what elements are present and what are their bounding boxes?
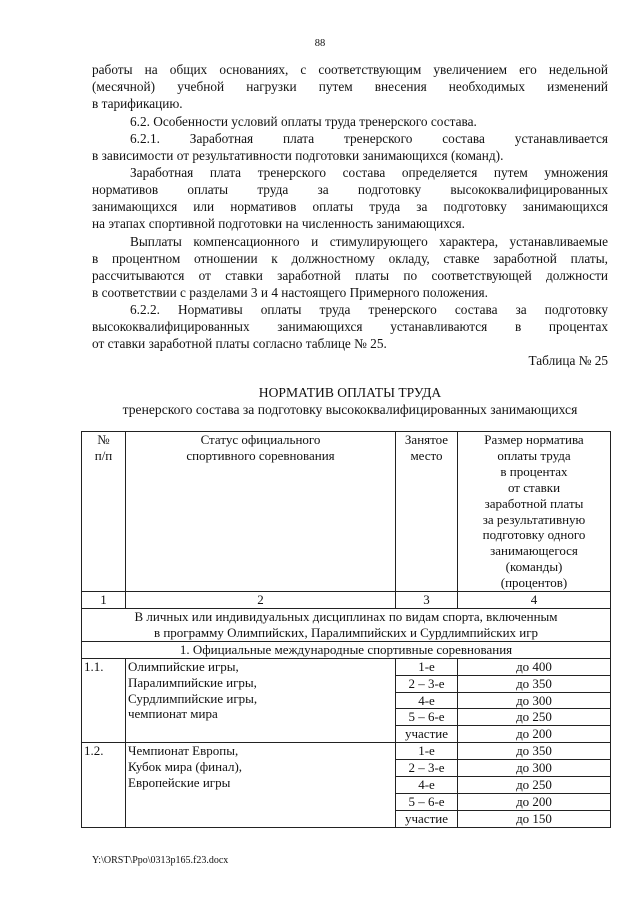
column-number-row	[82, 592, 611, 609]
row-place: 5 – 6-е	[396, 709, 458, 726]
row-num: 1.2.	[82, 743, 126, 828]
header-num: № п/п	[82, 432, 126, 592]
paragraph-line: в зависимости от результативности подготовки занимающихся (команд).	[92, 148, 504, 163]
row-num: 1.1.	[82, 658, 126, 743]
paragraph-line: нормативов оплаты труда за подготовку высококвалифицированных	[92, 182, 608, 197]
paragraph-line: 6.2.2. Нормативы оплаты труда тренерского состава за подготовку	[130, 302, 608, 317]
paragraph-line: высококвалифицированных занимающихся устанавливаются в процентах	[92, 319, 608, 334]
row-place: 4-е	[396, 692, 458, 709]
table-label: Таблица № 25	[528, 353, 608, 368]
paragraph-line: Выплаты компенсационного и стимулирующего характера, устанавливаемые	[130, 234, 608, 249]
paragraph-line: в тарификацию.	[92, 96, 183, 111]
row-value: до 250	[458, 709, 611, 726]
table-row	[82, 658, 611, 675]
section-header-row	[82, 608, 611, 641]
row-status: Олимпийские игры, Паралимпийские игры, Сурдлимпийские игры, чемпионат мира	[126, 658, 396, 743]
row-place: 5 – 6-е	[396, 793, 458, 810]
section-header: В личных или индивидуальных дисциплинах по видам спорта, включенным в программу Олимпийских, Паралимпийских и Сурдлимпийских игр	[82, 608, 611, 641]
section-heading-6-2: 6.2. Особенности условий оплаты труда тренерского состава.	[130, 114, 477, 129]
row-value: до 150	[458, 810, 611, 827]
row-value: до 300	[458, 760, 611, 777]
header-status: Статус официального спортивного соревнования	[126, 432, 396, 592]
row-place: 1-е	[396, 743, 458, 760]
row-place: участие	[396, 810, 458, 827]
row-status: Чемпионат Европы, Кубок мира (финал), Европейские игры	[126, 743, 396, 828]
header-size: Размер норматива оплаты труда в процентах от ставки заработной платы за результативную подготовку одного занимающегося (команды) (процентов)	[458, 432, 611, 592]
paragraph-line: от ставки заработной платы согласно таблице № 25.	[92, 336, 387, 351]
paragraph-line: работы на общих основаниях, с соответствующим увеличением его недельной	[92, 62, 608, 77]
table-header-row	[82, 432, 611, 592]
paragraph-line: рассчитываются от ставки заработной платы по соответствующей должности	[92, 268, 608, 283]
row-value: до 200	[458, 793, 611, 810]
paragraph-line: на этапах спортивной подготовки на численность занимающихся.	[92, 216, 465, 231]
table-title: НОРМАТИВ ОПЛАТЫ ТРУДА	[258, 385, 442, 400]
row-value: до 250	[458, 777, 611, 794]
subsection-header-row	[82, 641, 611, 658]
paragraph-line: занимающихся или нормативов оплаты труда за подготовку занимающихся	[92, 199, 608, 214]
paragraph-line: (месячной) учебной нагрузки путем внесения необходимых изменений	[92, 79, 608, 94]
row-value: до 400	[458, 658, 611, 675]
col-number: 1	[82, 592, 126, 609]
row-value: до 350	[458, 675, 611, 692]
table-row	[82, 743, 611, 760]
row-place: 2 – 3-е	[396, 760, 458, 777]
norms-table	[81, 431, 611, 828]
header-place: Занятое место	[396, 432, 458, 592]
paragraph-line: 6.2.1. Заработная плата тренерского состава устанавливается	[130, 131, 608, 146]
row-place: 2 – 3-е	[396, 675, 458, 692]
col-number: 4	[458, 592, 611, 609]
page-number: 88	[314, 38, 326, 49]
table-subtitle: тренерского состава за подготовку высококвалифицированных занимающихся	[122, 402, 578, 417]
file-path-footer: Y:\ORST\Ppo\0313p165.f23.docx	[92, 855, 229, 866]
row-value: до 300	[458, 692, 611, 709]
row-value: до 200	[458, 726, 611, 743]
paragraph-line: в соответствии с разделами 3 и 4 настоящего Примерного положения.	[92, 285, 488, 300]
row-place: 4-е	[396, 777, 458, 794]
row-value: до 350	[458, 743, 611, 760]
row-place: 1-е	[396, 658, 458, 675]
paragraph-line: в процентном отношении к должностному окладу, ставке заработной платы,	[92, 251, 608, 266]
col-number: 2	[126, 592, 396, 609]
row-place: участие	[396, 726, 458, 743]
col-number: 3	[396, 592, 458, 609]
paragraph-line: Заработная плата тренерского состава определяется путем умножения	[130, 165, 608, 180]
subsection-header: 1. Официальные международные спортивные соревнования	[82, 641, 611, 658]
